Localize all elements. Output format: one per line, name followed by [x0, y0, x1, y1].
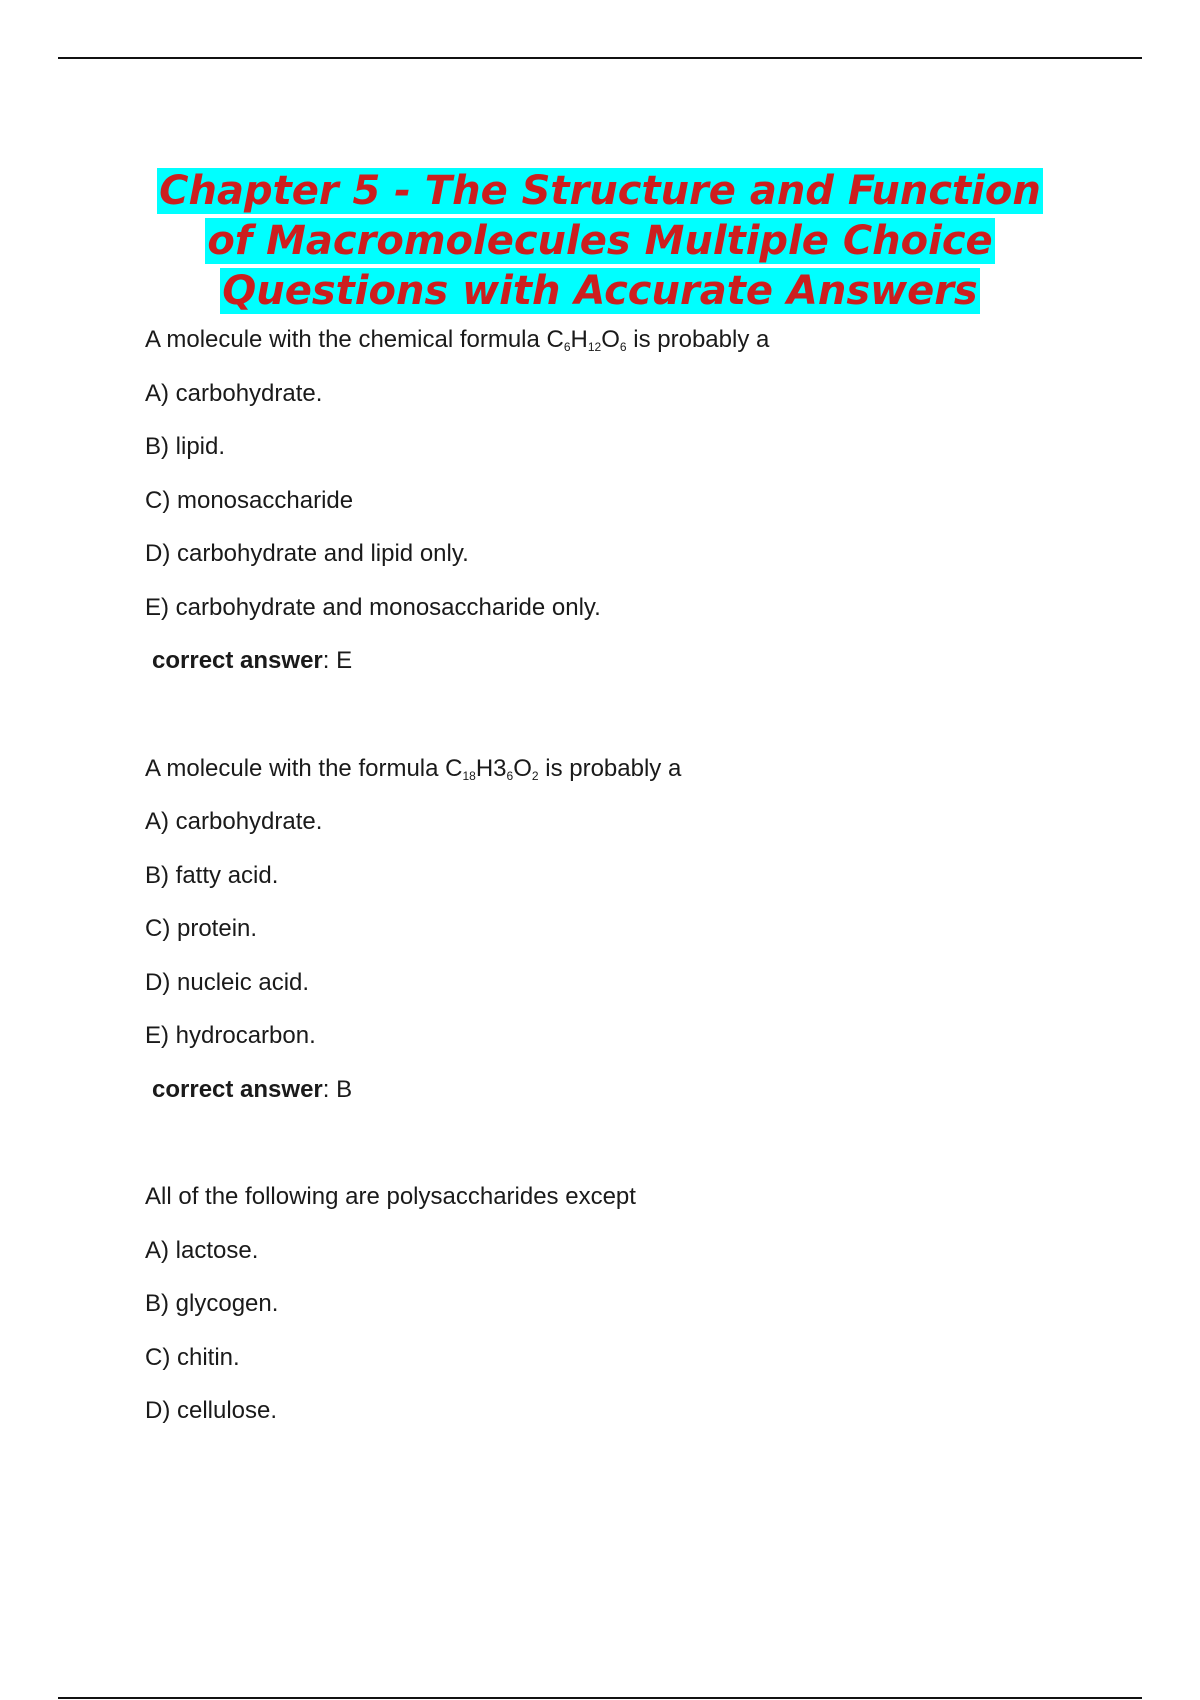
answer-option: D) nucleic acid.	[145, 968, 310, 996]
answer-option: C) monosaccharide	[145, 486, 354, 514]
correct-answer-label: correct answer	[152, 1075, 323, 1103]
stem-text: is probably a	[538, 754, 682, 782]
document-title	[80, 166, 1120, 316]
question-spacer	[145, 1123, 1105, 1177]
correct-answer-value: E	[336, 647, 353, 674]
question-stem	[145, 1177, 1105, 1231]
question-list	[145, 320, 1105, 1445]
answer-option: D) cellulose.	[145, 1397, 278, 1424]
answer-option: C) chitin.	[145, 1343, 240, 1371]
question-spacer	[145, 695, 1105, 749]
correct-answer	[145, 641, 1105, 695]
formula-subscript: 2	[531, 768, 539, 783]
question-stem	[145, 749, 1105, 803]
answer-option: E) carbohydrate and monosaccharide only.	[145, 593, 601, 621]
answer-option: D) carbohydrate and lipid only.	[145, 540, 469, 567]
stem-text: H3	[475, 754, 507, 782]
correct-answer-label: correct answer	[152, 647, 323, 674]
stem-text: O	[513, 754, 532, 782]
title-line: Chapter 5 - The Structure and Function	[159, 168, 1041, 214]
answer-option: E) hydrocarbon.	[145, 1022, 316, 1049]
answer-separator: :	[322, 647, 337, 674]
stem-text: All of the following are polysaccharides except	[145, 1183, 636, 1210]
footer-rule	[58, 1697, 1142, 1699]
stem-text: H	[570, 326, 588, 353]
answer-option: B) fatty acid.	[145, 861, 279, 889]
header-rule	[58, 57, 1142, 59]
answer-separator: :	[322, 1075, 337, 1103]
formula-subscript: 12	[587, 340, 602, 354]
title-line: Questions with Accurate Answers	[222, 268, 978, 314]
question-block	[145, 1177, 1105, 1445]
stem-text: O	[601, 326, 620, 353]
stem-text: A molecule with the formula C	[145, 754, 463, 782]
question-stem	[145, 320, 1105, 374]
answer-option: A) carbohydrate.	[145, 808, 323, 835]
formula-subscript: 6	[563, 340, 571, 354]
answer-option: C) protein.	[145, 915, 258, 942]
answer-option: A) carbohydrate.	[145, 379, 323, 407]
correct-answer	[145, 1070, 1105, 1124]
stem-text: is probably a	[626, 326, 770, 353]
question-block	[145, 749, 1105, 1178]
answer-option: B) glycogen.	[145, 1290, 279, 1317]
title-line: of Macromolecules Multiple Choice	[207, 218, 993, 264]
stem-text: A molecule with the chemical formula C	[145, 326, 564, 353]
formula-subscript: 18	[462, 768, 476, 783]
question-block	[145, 320, 1105, 749]
formula-subscript: 6	[619, 340, 627, 354]
answer-option: A) lactose.	[145, 1236, 259, 1264]
correct-answer-value: B	[336, 1075, 353, 1103]
answer-option: B) lipid.	[145, 433, 226, 460]
formula-subscript: 6	[506, 768, 514, 783]
